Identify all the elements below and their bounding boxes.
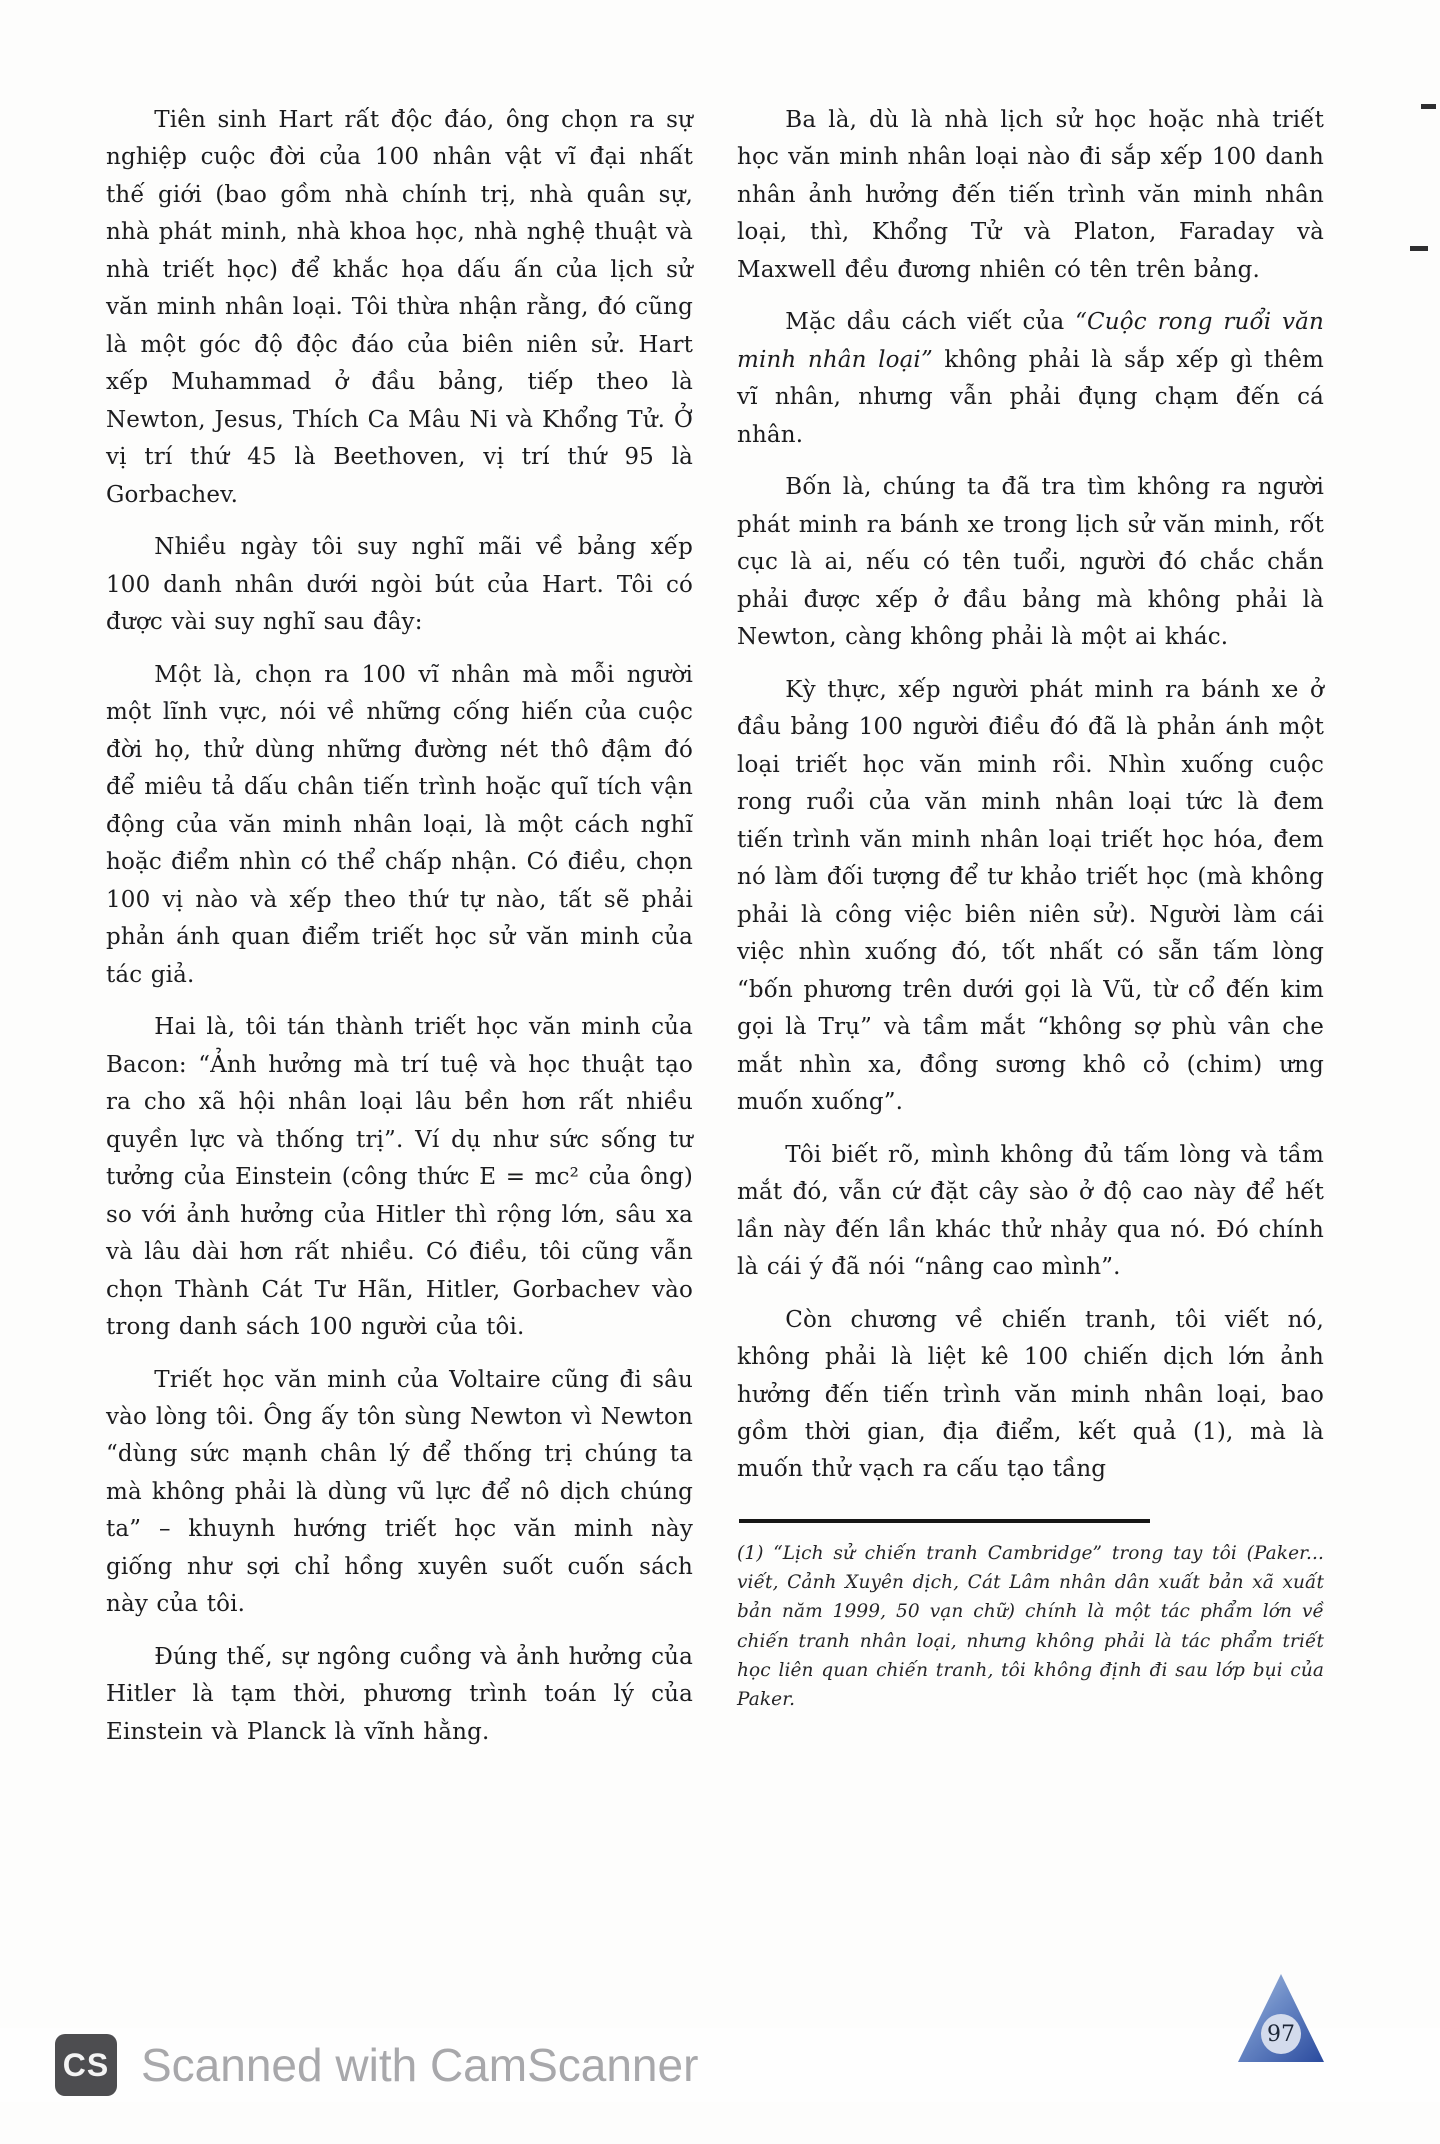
scan-artifact	[1410, 246, 1428, 251]
camscanner-logo-icon: CS	[55, 2034, 117, 2096]
camscanner-watermark	[0, 2028, 1440, 2102]
footnote-block	[737, 1519, 1324, 1714]
paragraph: Nhiều ngày tôi suy nghĩ mãi về bảng xếp 100 danh nhân dưới ngòi bút của Hart. Tôi có được vài suy nghĩ sau đây:	[106, 534, 693, 636]
quote-paragraph-after: không phải là sắp xếp gì thêm vĩ nhân, nhưng vẫn phải đụng chạm đến cá nhân.	[737, 346, 1324, 448]
right-column	[737, 102, 1324, 1766]
paragraph-with-quote	[737, 304, 1324, 454]
paragraph: Một là, chọn ra 100 vĩ nhân mà mỗi người một lĩnh vực, nói về những cống hiến của cuộc đời họ, thử dùng những đường nét thô đậm đó để miêu tả dấu chân tiến trình hoặc quĩ tích vận động của văn minh nhân loại, là một cách nghĩ hoặc điểm nhìn có thể chấp nhận. Có điều, chọn 100 vị nào và xếp theo thứ tự nào, tất sẽ phải phản ánh quan điểm triết học sử văn minh của tác giả.	[106, 661, 693, 988]
paragraph: Triết học văn minh của Voltaire cũng đi sâu vào lòng tôi. Ông ấy tôn sùng Newton vì Newton “dùng sức mạnh chân lý để thống trị chúng ta mà không phải là dùng vũ lực để nô dịch chúng ta” – khuynh hướng triết học văn minh này giống như sợi chỉ hồng xuyên suốt cuốn sách này của tôi.	[106, 1366, 693, 1618]
scan-artifact	[1421, 104, 1436, 109]
footnote-text: (1) “Lịch sử chiến tranh Cambridge” trong tay tôi (Paker... viết, Cảnh Xuyên dịch, Cát Lâm nhân dân xuất bản xã xuất bản năm 1999, 50 vạn chữ) chính là một tác phẩm lớn về chiến tranh nhân loại, nhưng không phải là tác phẩm triết học liên quan chiến tranh, tôi không định đi sau lớp bụi của Paker.	[737, 1542, 1324, 1711]
paragraph: Còn chương về chiến tranh, tôi viết nó, không phải là liệt kê 100 chiến dịch lớn ảnh hưởng đến tiến trình văn minh nhân loại, bao gồm thời gian, địa điểm, kết quả (1), mà là muốn thử vạch ra cấu tạo tầng	[737, 1306, 1324, 1483]
paragraph: Hai là, tôi tán thành triết học văn minh của Bacon: “Ảnh hưởng mà trí tuệ và học thuật tạo ra cho xã hội nhân loại lâu bền hơn rất nhiều quyền lực và thống trị”. Ví dụ như sức sống tư tưởng của Einstein (công thức E = mc² của ông) so với ảnh hưởng của Hitler thì rộng lớn, sâu xa và lâu dài hơn rất nhiều. Có điều, tôi cũng vẫn chọn Thành Cát Tư Hãn, Hitler, Gorbachev vào trong danh sách 100 người của tôi.	[106, 1014, 693, 1341]
paragraph: Tôi biết rõ, mình không đủ tấm lòng và tầm mắt đó, vẫn cứ đặt cây sào ở độ cao này để hết lần này đến lần khác thử nhảy qua nó. Đó chính là cái ý đã nói “nâng cao mình”.	[737, 1141, 1324, 1281]
paragraph: Kỳ thực, xếp người phát minh ra bánh xe ở đầu bảng 100 người điều đó đã là phản ánh một loại triết học văn minh rồi. Nhìn xuống cuộc rong ruổi của văn minh nhân loại tức là đem tiến trình văn minh nhân loại triết học hóa, đem nó làm đối tượng để tư khảo triết học (mà không phải là công việc biên niên sử). Người làm cái việc nhìn xuống đó, tốt nhất có sẵn tấm lòng “bốn phương trên dưới gọi là Vũ, từ cổ đến kim gọi là Trụ” và tầm mắt “không sợ phù vân che mắt nhìn xa, đồng sương khô cỏ (chim) ưng muốn xuống”.	[737, 676, 1324, 1116]
page-number: 97	[1261, 2014, 1301, 2054]
paragraph: Tiên sinh Hart rất độc đáo, ông chọn ra sự nghiệp cuộc đời của 100 nhân vật vĩ đại nhất thế giới (bao gồm nhà chính trị, nhà quân sự, nhà phát minh, nhà khoa học, nhà nghệ thuật và nhà triết học) để khắc họa dấu ấn của lịch sử văn minh nhân loại. Tôi thừa nhận rằng, đó cũng là một góc độ độc đáo của biên niên sử. Hart xếp Muhammad ở đầu bảng, tiếp theo là Newton, Jesus, Thích Ca Mâu Ni và Khổng Tử. Ở vị trí thứ 45 là Beethoven, vị trí thứ 95 là Gorbachev.	[106, 107, 693, 508]
left-column	[106, 102, 693, 1766]
paragraph: Ba là, dù là nhà lịch sử học hoặc nhà triết học văn minh nhân loại nào đi sắp xếp 100 danh nhân ảnh hưởng đến tiến trình văn minh nhân loại, thì, Khổng Tử và Platon, Faraday và Maxwell đều đương nhiên có tên trên bảng.	[737, 107, 1324, 283]
text-columns	[106, 102, 1324, 1766]
camscanner-watermark-label: Scanned with CamScanner	[141, 2039, 699, 2091]
quote-paragraph-italic: “Cuộc rong ruổi văn minh nhân loại”	[737, 309, 1324, 373]
quote-paragraph-before: Mặc dầu cách viết của	[785, 309, 1076, 336]
footnote-divider	[739, 1519, 1150, 1523]
page-number-badge	[1238, 1974, 1324, 2062]
paragraph: Bốn là, chúng ta đã tra tìm không ra người phát minh ra bánh xe trong lịch sử văn minh, rốt cục là ai, nếu có tên tuổi, người đó chắc chắn phải được xếp ở đầu bảng mà không phải là Newton, càng không phải là một ai khác.	[737, 474, 1324, 651]
paragraph: Đúng thế, sự ngông cuồng và ảnh hưởng của Hitler là tạm thời, phương trình toán lý của Einstein và Planck là vĩnh hằng.	[106, 1643, 693, 1745]
